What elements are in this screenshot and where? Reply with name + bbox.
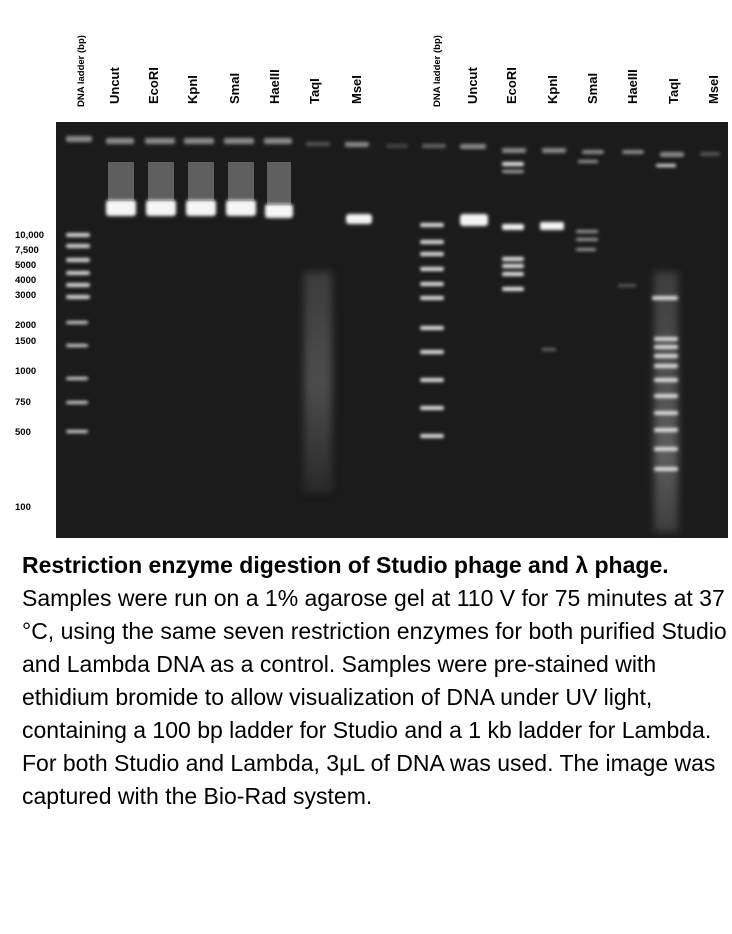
size-label-1000: 1000	[15, 366, 37, 377]
lane-label-ecori-1: EcoRI	[146, 67, 161, 104]
lane-label-taqi-2: TaqI	[666, 78, 681, 104]
figure-caption	[22, 549, 727, 813]
gel-photo	[56, 122, 728, 538]
size-label-500: 500	[15, 427, 31, 438]
lane-label-uncut-1: Uncut	[107, 67, 122, 104]
lane-label-kpni-2: KpnI	[545, 75, 560, 104]
lane-label-haeiii-1: HaeIII	[267, 69, 282, 104]
caption-title: Restriction enzyme digestion of Studio phage and λ phage.	[22, 552, 669, 578]
lane-label-ecori-2: EcoRI	[504, 67, 519, 104]
lane-label-msei-1: MseI	[349, 75, 364, 104]
lane-label-uncut-2: Uncut	[465, 67, 480, 104]
size-label-750: 750	[15, 397, 31, 408]
lane-label-smai-2: SmaI	[585, 72, 600, 104]
gel-image	[56, 122, 728, 538]
lane-label-msei-2: MseI	[706, 75, 721, 104]
size-label-4000: 4000	[15, 275, 37, 286]
size-label-100: 100	[15, 502, 31, 513]
lane-label-haeiii-2: HaeIII	[625, 69, 640, 104]
size-label-2000: 2000	[15, 320, 37, 331]
size-label-3000: 3000	[15, 290, 37, 301]
size-label-1500: 1500	[15, 336, 37, 347]
lane-label-ladder-2: DNA ladder (bp)	[432, 35, 443, 107]
size-label-5000: 5000	[15, 260, 37, 271]
size-label-10000: 10,000	[15, 230, 45, 241]
lane-label-kpni-1: KpnI	[185, 75, 200, 104]
caption-body: Samples were run on a 1% agarose gel at 110 V for 75 minutes at 37 °C, using the same seven restriction enzymes for both purified Studio and Lambda DNA as a control. Samples were pre-stained with ethidium bromide to allow visualization of DNA under UV light, containing a 100 bp ladder for Studio and a 1 kb ladder for Lambda. For both Studio and Lambda, 3μL of DNA was used. The image was captured with the Bio-Rad system.	[22, 585, 727, 809]
lane-label-smai-1: SmaI	[227, 72, 242, 104]
lane-label-taqi-1: TaqI	[307, 78, 322, 104]
lane-label-ladder-1: DNA ladder (bp)	[76, 35, 87, 107]
size-label-7500: 7,500	[15, 245, 39, 256]
